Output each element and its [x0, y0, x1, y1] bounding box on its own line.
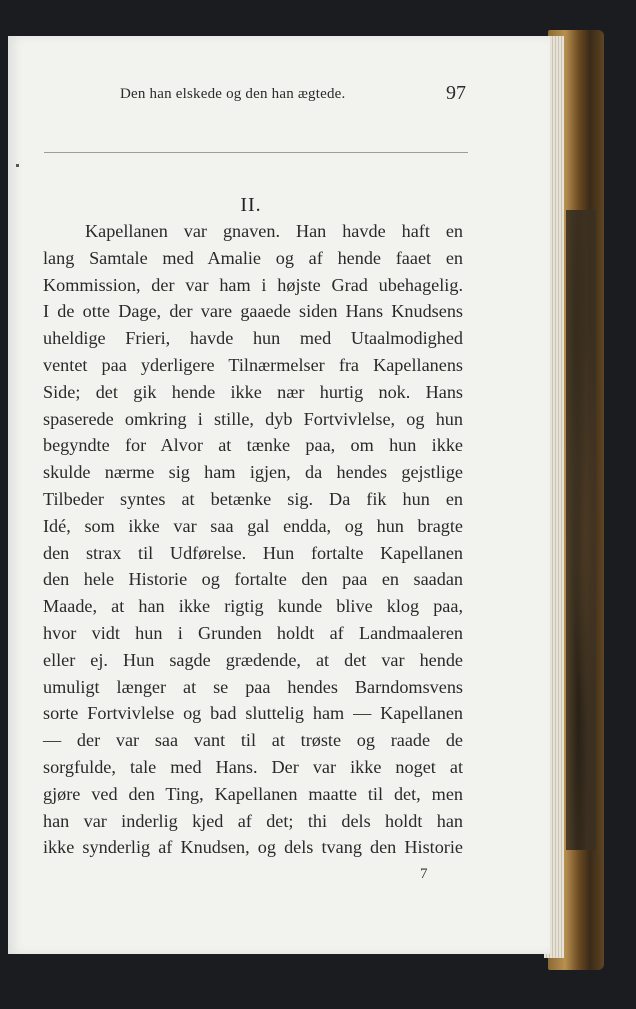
text-line: Kapellanen var gnaven. Han havde haft en: [85, 221, 463, 241]
text-line: sorte Fortvivlelse og bad sluttelig ham — Kapellanen: [43, 703, 463, 724]
text-line: den strax til Udførelse. Hun fortalte Kapellanen: [43, 542, 463, 563]
page-number: 97: [446, 82, 466, 104]
marbled-cover-pattern: [566, 210, 596, 850]
text-line: Tilbeder syntes at betænke sig. Da fik hun en: [43, 488, 463, 509]
text-line: I de otte Dage, der vare gaaede siden Hans Knudsens: [43, 301, 463, 322]
text-line: Side; det gik hende ikke nær hurtig nok. Hans: [43, 381, 463, 402]
header-rule: [44, 152, 468, 153]
text-line: — der var saa vant til at trøste og raade de: [43, 730, 463, 751]
text-line: Kommission, der var ham i højste Grad ubehagelig.: [43, 274, 463, 295]
signature-mark: 7: [420, 866, 428, 882]
chapter-heading: II.: [240, 194, 262, 216]
text-line: ikke synderlig af Knudsen, og dels tvang den Historie: [43, 837, 463, 858]
text-line: ventet paa yderligere Tilnærmelser fra Kapellanens: [43, 354, 463, 375]
margin-mark: [16, 164, 19, 167]
text-line: uheldige Frieri, havde hun med Utaalmodighed: [43, 328, 463, 349]
text-line: hvor vidt hun i Grunden holdt af Landmaaleren: [43, 622, 463, 643]
text-line: spaserede omkring i stille, dyb Fortvivlelse, og hun: [43, 408, 463, 429]
body-text: [43, 218, 463, 861]
text-line: begyndte for Alvor at tænke paa, om hun ikke: [43, 435, 463, 456]
text-line: den hele Historie og fortalte den paa en saadan: [43, 569, 463, 590]
text-line: Idé, som ikke var saa gal endda, og hun bragte: [43, 515, 463, 536]
text-line: lang Samtale med Amalie og af hende faaet en: [43, 247, 463, 268]
running-head: [120, 82, 466, 110]
text-line: gjøre ved den Ting, Kapellanen maatte til det, men: [43, 783, 463, 804]
text-line: han var inderlig kjed af det; thi dels holdt han: [43, 810, 463, 831]
running-head-title: Den han elskede og den han ægtede.: [120, 86, 346, 102]
text-line: Maade, at han ikke rigtig kunde blive klog paa,: [43, 596, 463, 617]
text-line: eller ej. Hun sagde grædende, at det var hende: [43, 649, 463, 670]
text-line: sorgfulde, tale med Hans. Der var ikke noget at: [43, 756, 463, 777]
text-line: skulde nærme sig ham igjen, da hendes gejstlige: [43, 462, 463, 483]
text-line: umuligt længer at se paa hendes Barndomsvens: [43, 676, 463, 697]
